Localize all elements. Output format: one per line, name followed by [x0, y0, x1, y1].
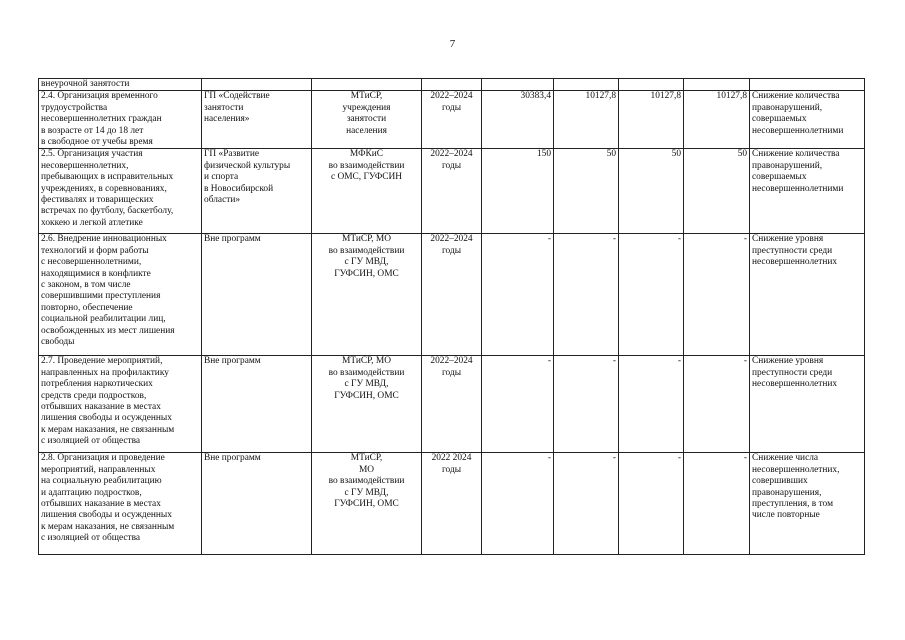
expected-result-cell: Снижение количества правонарушений, совершаемых несовершеннолетними — [750, 149, 865, 234]
empty-cell — [684, 79, 750, 91]
activities-table — [38, 78, 865, 555]
period-cell: 2022–2024 годы — [422, 234, 482, 356]
executor-cell: МТиСР, МО во взаимодействии с ГУ МВД, ГУФСИН, ОМС — [312, 453, 422, 555]
total-funding-cell: 30383,4 — [482, 91, 554, 149]
funding-2022-cell: 50 — [554, 149, 619, 234]
expected-result-cell: Снижение количества правонарушений, совершаемых несовершеннолетними — [750, 91, 865, 149]
empty-cell — [312, 79, 422, 91]
funding-2024-cell: - — [684, 356, 750, 453]
funding-2022-cell: - — [554, 234, 619, 356]
expected-result-cell: Снижение числа несовершеннолетних, совершивших правонарушения, преступления, в том числе повторные — [750, 453, 865, 555]
funding-2022-cell: - — [554, 356, 619, 453]
table-row — [39, 149, 865, 234]
activity-name-cell: 2.8. Организация и проведение мероприятий, направленных на социальную реабилитацию и адаптацию подростков, отбывших наказание в местах лишения свободы и осужденных к мерам наказания, не связанным с изоляцией от общества — [39, 453, 202, 555]
program-cell: ГП «Содействие занятости населения» — [202, 91, 312, 149]
continuation-row — [39, 79, 865, 91]
activity-name-cell: 2.4. Организация временного трудоустройства несовершеннолетних граждан в возрасте от 14 до 18 лет в свободное от учебы время — [39, 91, 202, 149]
funding-2024-cell: 50 — [684, 149, 750, 234]
period-cell: 2022–2024 годы — [422, 91, 482, 149]
funding-2023-cell: 10127,8 — [619, 91, 684, 149]
program-cell: Вне программ — [202, 234, 312, 356]
empty-cell — [422, 79, 482, 91]
activity-name-cell: 2.5. Организация участия несовершеннолетних, пребывающих в исправительных учреждениях, в соревнованиях, фестивалях и товарищеских встречах по футболу, баскетболу, хоккею и легкой атлетике — [39, 149, 202, 234]
table-row — [39, 453, 865, 555]
total-funding-cell: - — [482, 234, 554, 356]
page-number: 7 — [449, 38, 456, 50]
activity-name-cell: 2.6. Внедрение инновационных технологий и форм работы с несовершеннолетними, находящимися в конфликте с законом, в том числе совершившими преступления повторно, обеспечение социальной реабилитации лиц, освобожденных из мест лишения свободы — [39, 234, 202, 356]
funding-2024-cell: 10127,8 — [684, 91, 750, 149]
funding-2022-cell: - — [554, 453, 619, 555]
funding-2023-cell: - — [619, 356, 684, 453]
empty-cell — [554, 79, 619, 91]
activity-name-cell: 2.7. Проведение мероприятий, направленных на профилактику потребления наркотических средств среди подростков, отбывших наказание в местах лишения свободы и осужденных к мерам наказания, не связанным с изоляцией от общества — [39, 356, 202, 453]
empty-cell — [750, 79, 865, 91]
funding-2024-cell: - — [684, 453, 750, 555]
empty-cell — [619, 79, 684, 91]
program-cell: Вне программ — [202, 453, 312, 555]
funding-2023-cell: - — [619, 234, 684, 356]
funding-2024-cell: - — [684, 234, 750, 356]
executor-cell: МТиСР, МО во взаимодействии с ГУ МВД, ГУФСИН, ОМС — [312, 356, 422, 453]
program-cell: Вне программ — [202, 356, 312, 453]
executor-cell: МФКиС во взаимодействии с ОМС, ГУФСИН — [312, 149, 422, 234]
expected-result-cell: Снижение уровня преступности среди несовершеннолетних — [750, 234, 865, 356]
total-funding-cell: - — [482, 356, 554, 453]
table-row — [39, 356, 865, 453]
period-cell: 2022 2024 годы — [422, 453, 482, 555]
funding-2022-cell: 10127,8 — [554, 91, 619, 149]
funding-2023-cell: 50 — [619, 149, 684, 234]
executor-cell: МТиСР, МО во взаимодействии с ГУ МВД, ГУФСИН, ОМС — [312, 234, 422, 356]
total-funding-cell: - — [482, 453, 554, 555]
table-row — [39, 91, 865, 149]
total-funding-cell: 150 — [482, 149, 554, 234]
empty-cell — [202, 79, 312, 91]
period-cell: 2022–2024 годы — [422, 356, 482, 453]
period-cell: 2022–2024 годы — [422, 149, 482, 234]
program-cell: ГП «Развитие физической культуры и спорта в Новосибирской области» — [202, 149, 312, 234]
continuation-cell: внеурочной занятости — [39, 79, 202, 91]
executor-cell: МТиСР, учреждения занятости населения — [312, 91, 422, 149]
funding-2023-cell: - — [619, 453, 684, 555]
empty-cell — [482, 79, 554, 91]
table-row — [39, 234, 865, 356]
expected-result-cell: Снижение уровня преступности среди несовершеннолетних — [750, 356, 865, 453]
